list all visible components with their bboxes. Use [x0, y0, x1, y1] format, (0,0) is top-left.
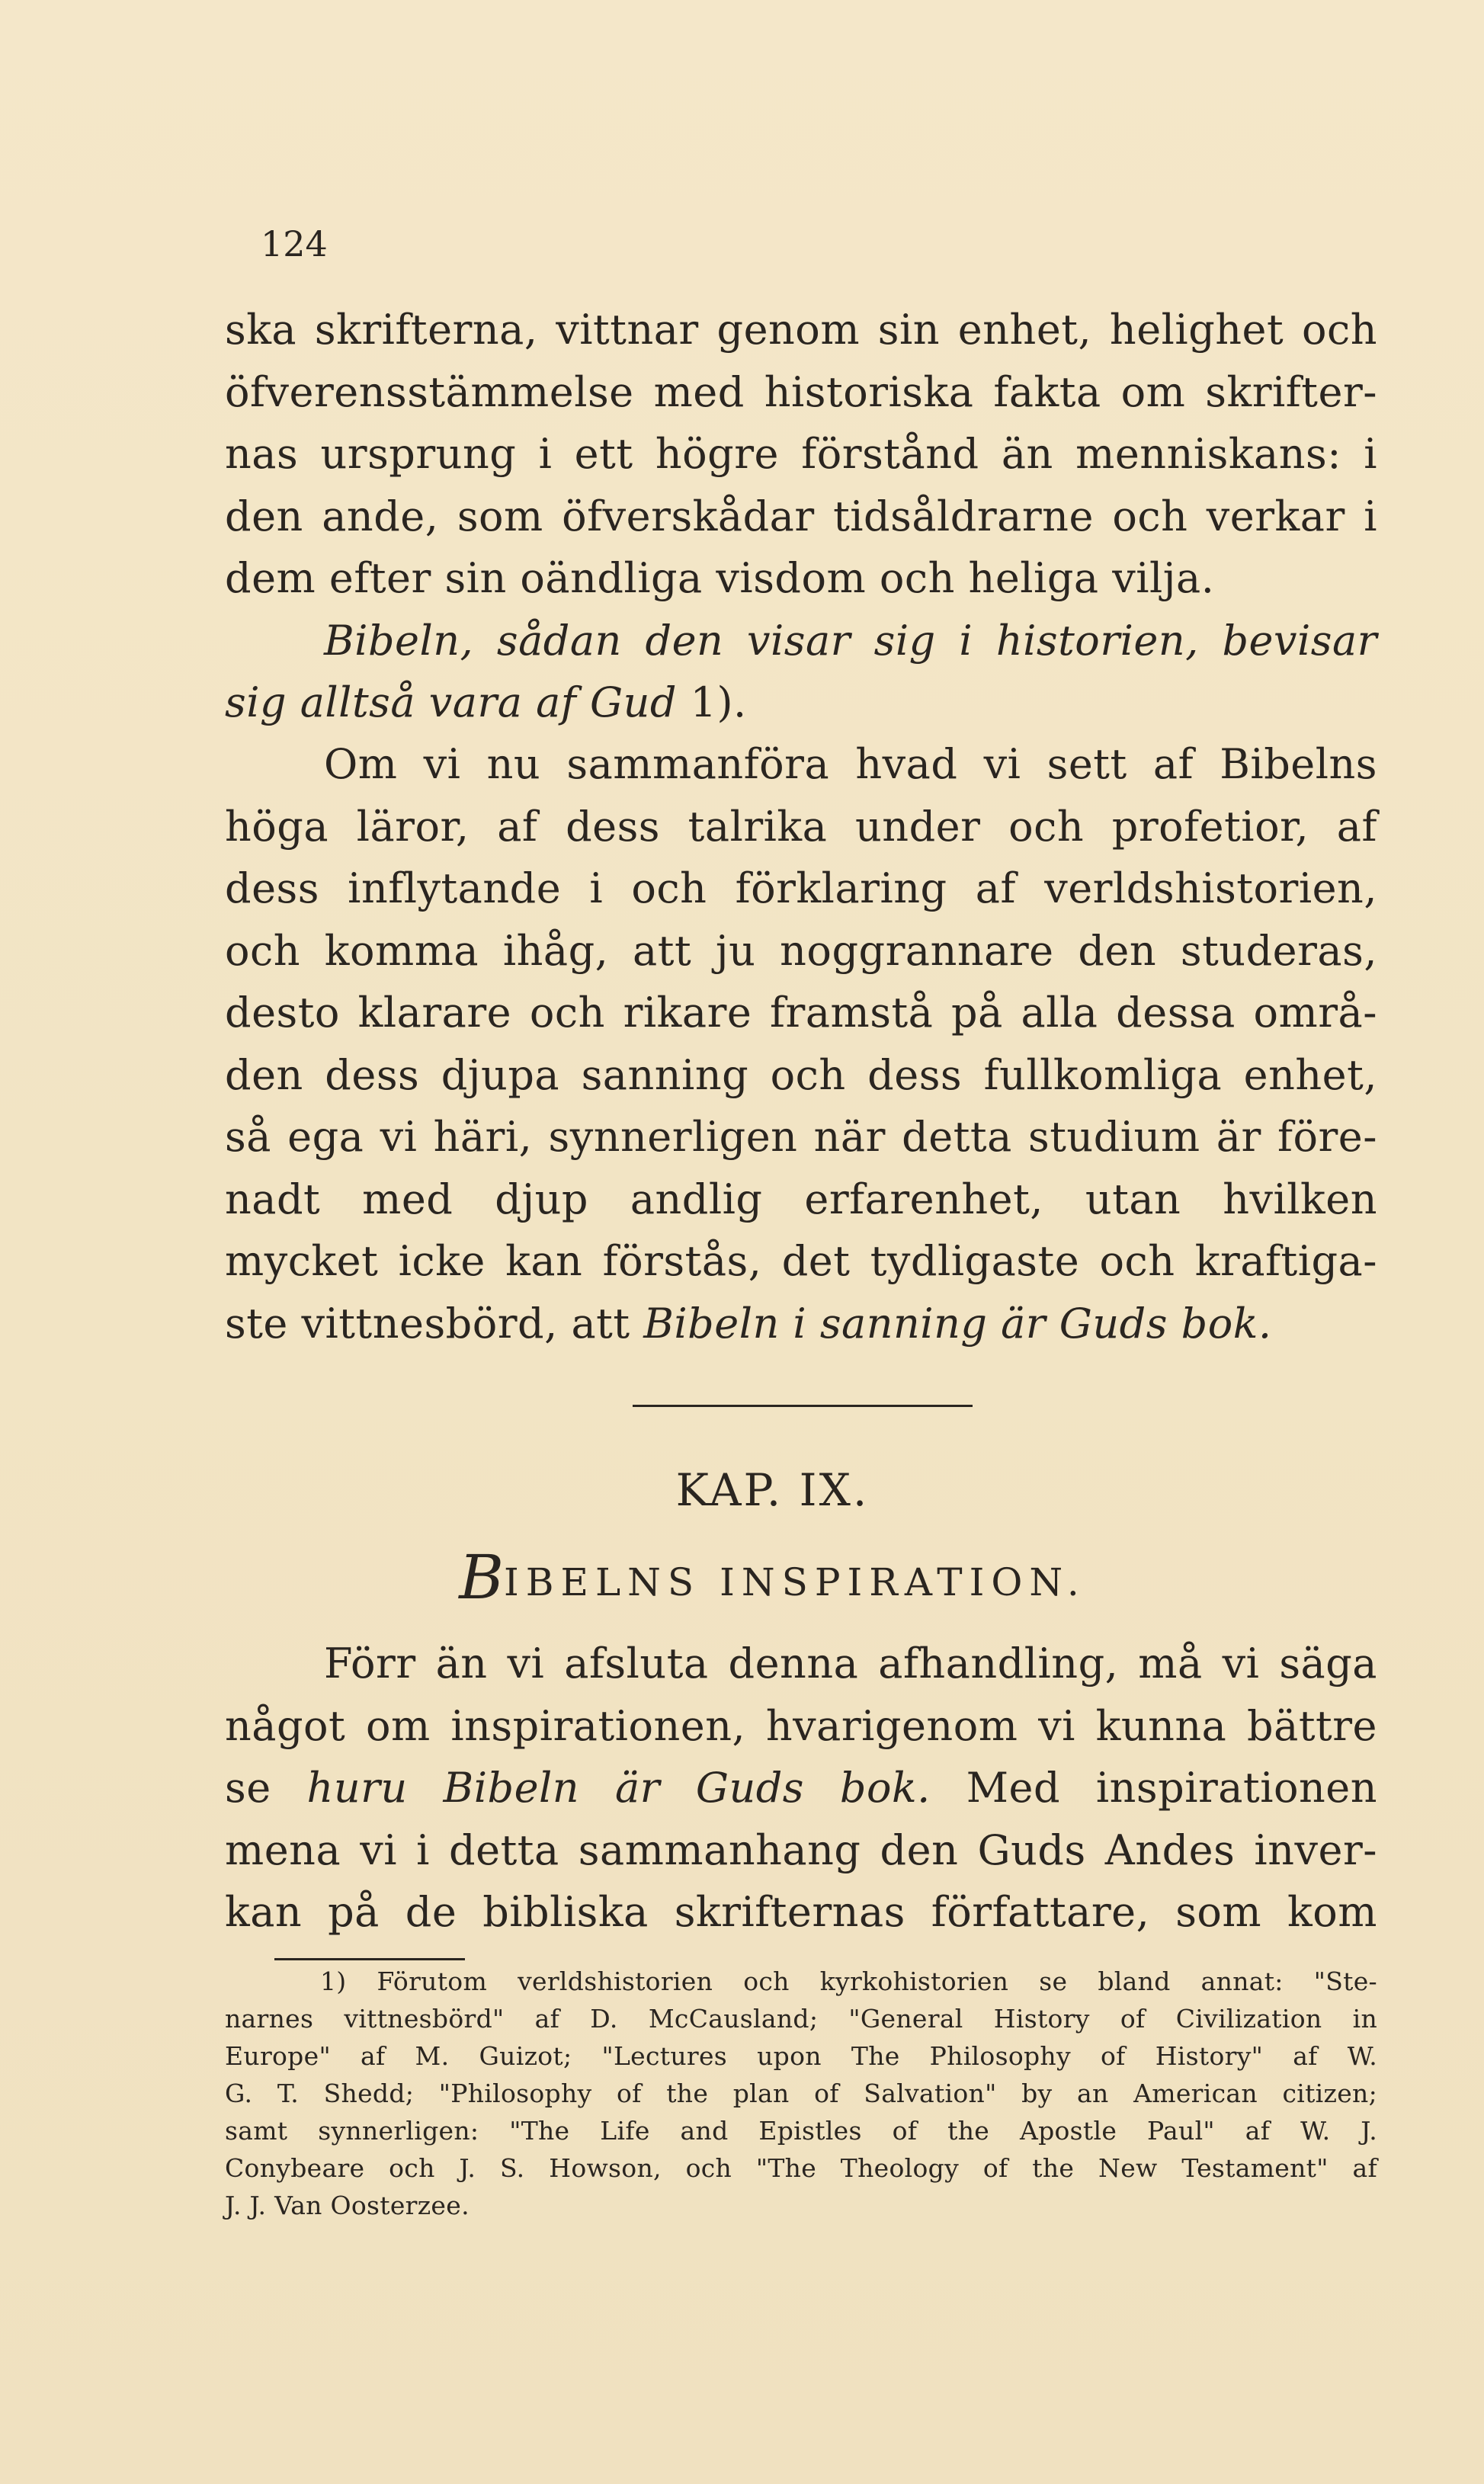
text-line: desto klarare och rikare framstå på alla dessa områ- [225, 989, 1377, 1037]
footnote [225, 1963, 1377, 2224]
text-line: nadt med djup andlig erfarenhet, utan hvilken [225, 1175, 1377, 1223]
chapter-title-text: IBELNS INSPIRATION. [503, 1560, 1086, 1604]
text-line: något om inspirationen, hvarigenom vi kunna bättre [225, 1701, 1377, 1750]
paragraph-2 [225, 733, 1377, 1354]
text-line: öfverensstämmelse med historiska fakta om skrifter- [225, 367, 1377, 416]
text-line: den ande, som öfverskådar tidsåldrarne och verkar i [225, 492, 1377, 540]
text-line: Om vi nu sammanföra hvad vi sett af Bibelns [324, 740, 1377, 788]
section-divider [633, 1405, 973, 1407]
footnote-reference: 1). [676, 678, 747, 726]
text-line: dess inflytande i och förklaring af verldshistorien, [225, 864, 1377, 912]
footnote-line: samt synnerligen: "The Life and Epistles of the Apostle Paul" af W. J. [225, 2116, 1377, 2146]
chapter-number: KAP. IX. [675, 1464, 870, 1516]
text-line [225, 1293, 1377, 1355]
italic-conclusion-line: Bibeln, sådan den visar sig i historien, bevisar [324, 616, 1377, 665]
plain-text: Med inspirationen [930, 1764, 1377, 1812]
italic-conclusion-line [225, 671, 1377, 734]
italic-text: Bibeln i sanning är Guds bok. [643, 1299, 1272, 1348]
text-line [225, 1757, 1377, 1819]
plain-text: se [225, 1764, 307, 1812]
text-line: mycket icke kan förstås, det tydligaste och kraftiga- [225, 1237, 1377, 1285]
italic-text: huru Bibeln är Guds bok. [306, 1764, 931, 1812]
text-line: dem efter sin oändliga visdom och heliga vilja. [225, 554, 1215, 602]
chapter-title [0, 1542, 1484, 1613]
footnote-line: Europe" af M. Guizot; "Lectures upon The Philosophy of History" af W. [225, 2041, 1377, 2071]
footnote-line: J. J. Van Oosterzee. [225, 2191, 470, 2220]
text-line: och komma ihåg, att ju noggrannare den studeras, [225, 926, 1377, 975]
footnote-line: Conybeare och J. S. Howson, och "The Theology of the New Testament" af [225, 2153, 1377, 2183]
footnote-divider [274, 1958, 465, 1960]
text-line: den dess djupa sanning och dess fullkomliga enhet, [225, 1050, 1377, 1099]
decorative-initial: B [459, 1542, 504, 1613]
text-line: så ega vi häri, synnerligen när detta studium är före- [225, 1113, 1377, 1161]
footnote-line: G. T. Shedd; "Philosophy of the plan of Salvation" by an American citizen; [225, 2079, 1377, 2108]
text-line: nas ursprung i ett högre förstånd än menniskans: i [225, 430, 1377, 478]
text-line: Förr än vi afsluta denna afhandling, må vi säga [324, 1639, 1377, 1688]
paragraph-3 [225, 1633, 1377, 1944]
text-line: kan på de bibliska skrifternas författare, som kom [225, 1888, 1377, 1936]
plain-text: ste vittnesbörd, att [225, 1299, 644, 1348]
text-line: ska skrifterna, vittnar genom sin enhet, helighet och [225, 306, 1377, 354]
footnote-line: narnes vittnesbörd" af D. McCausland; "General History of Civilization in [225, 2004, 1377, 2034]
text-line: mena vi i detta sammanhang den Guds Andes inver- [225, 1825, 1377, 1874]
footnote-line: 1) Förutom verldshistorien och kyrkohistorien se bland annat: "Ste- [320, 1966, 1377, 1996]
page-number: 124 [261, 223, 328, 264]
text-line: höga läror, af dess talrika under och profetior, af [225, 802, 1377, 851]
paragraph-1 [225, 299, 1377, 734]
italic-text: sig alltså vara af Gud [225, 678, 677, 726]
